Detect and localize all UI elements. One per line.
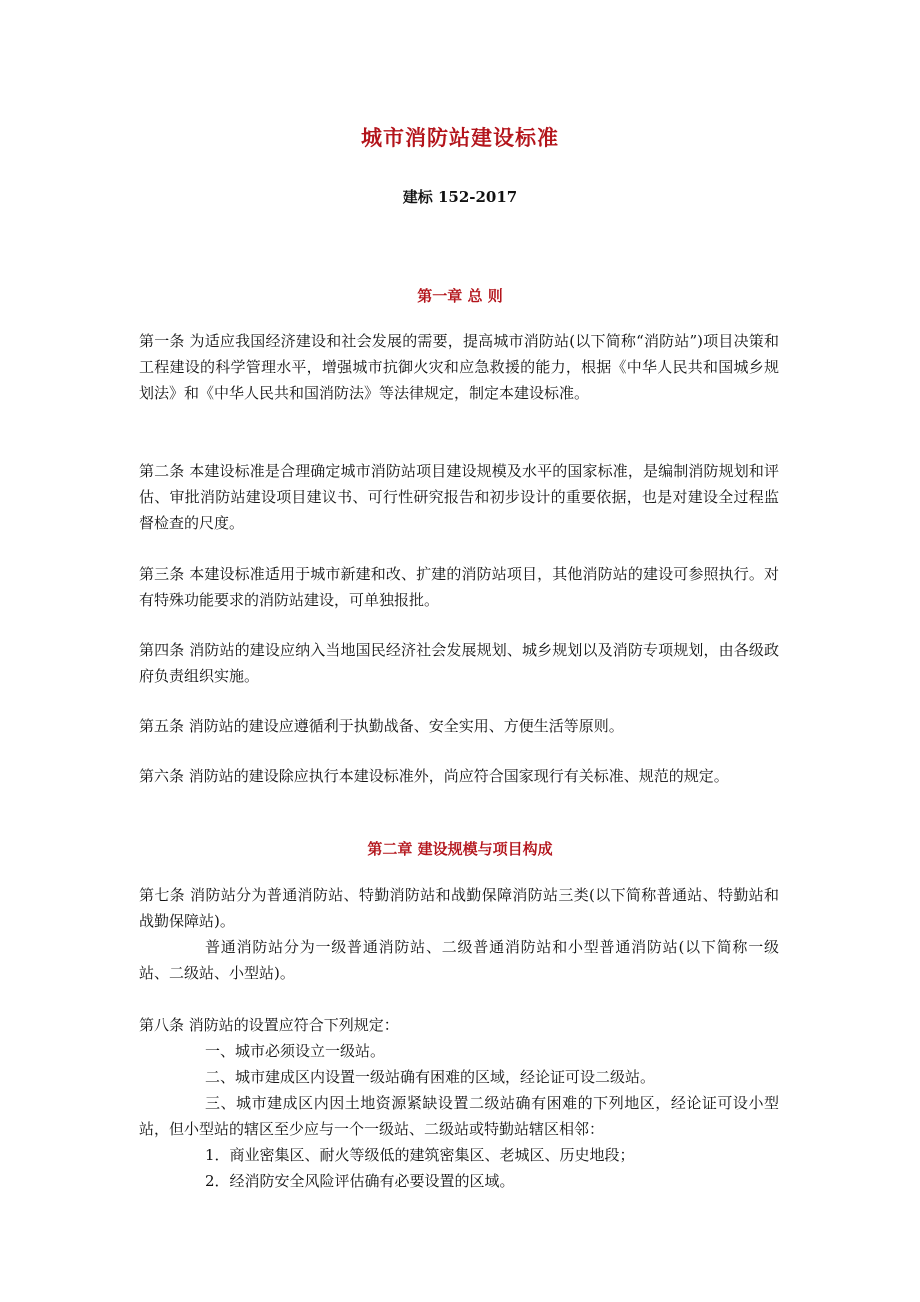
article-6: 第六条 消防站的建设除应执行本建设标准外，尚应符合国家现行有关标准、规范的规定。	[139, 767, 729, 785]
article-8: 第八条 消防站的设置应符合下列规定：	[139, 1016, 399, 1034]
article-5: 第五条 消防站的建设应遵循利于执勤战备、安全实用、方便生活等原则。	[139, 717, 624, 735]
article-7-paragraph-2: 普通消防站分为一级普通消防站、二级普通消防站和小型普通消防站(以下简称一级站、二级站、小型站)。	[139, 938, 779, 982]
article-8-subitem-2: 2．经消防安全风险评估确有必要设置的区域。	[205, 1172, 515, 1190]
chapter-2-heading: 第二章 建设规模与项目构成	[367, 840, 553, 858]
article-2: 第二条 本建设标准是合理确定城市消防站项目建设规模及水平的国家标准，是编制消防规划和评估、审批消防站建设项目建议书、可行性研究报告和初步设计的重要依据，也是对建设全过程监督检查的尺度。	[139, 462, 779, 532]
article-3: 第三条 本建设标准适用于城市新建和改、扩建的消防站项目，其他消防站的建设可参照执行。对有特殊功能要求的消防站建设，可单独报批。	[139, 565, 779, 609]
article-8-item-1: 一、城市必须设立一级站。	[205, 1042, 386, 1060]
article-8-item-3: 三、城市建成区内因土地资源紧缺设置二级站确有困难的下列地区，经论证可设小型站，但小型站的辖区至少应与一个一级站、二级站或特勤站辖区相邻：	[139, 1094, 779, 1138]
document-code: 建标 152-2017	[402, 188, 518, 206]
article-8-item-2: 二、城市建成区内设置一级站确有困难的区域，经论证可设二级站。	[205, 1068, 656, 1086]
article-1: 第一条 为适应我国经济建设和社会发展的需要，提高城市消防站(以下简称“消防站”)项目决策和工程建设的科学管理水平，增强城市抗御火灾和应急救援的能力，根据《中华人民共和国城乡规划法》和《中华人民共和国消防法》等法律规定，制定本建设标准。	[139, 332, 779, 402]
document-title: 城市消防站建设标准	[361, 125, 559, 150]
article-4: 第四条 消防站的建设应纳入当地国民经济社会发展规划、城乡规划以及消防专项规划，由各级政府负责组织实施。	[139, 641, 779, 685]
chapter-1-heading: 第一章 总 则	[417, 287, 503, 305]
article-8-subitem-1: 1．商业密集区、耐火等级低的建筑密集区、老城区、历史地段；	[205, 1146, 635, 1164]
article-7: 第七条 消防站分为普通消防站、特勤消防站和战勤保障消防站三类(以下简称普通站、特勤站和战勤保障站)。	[139, 886, 779, 930]
